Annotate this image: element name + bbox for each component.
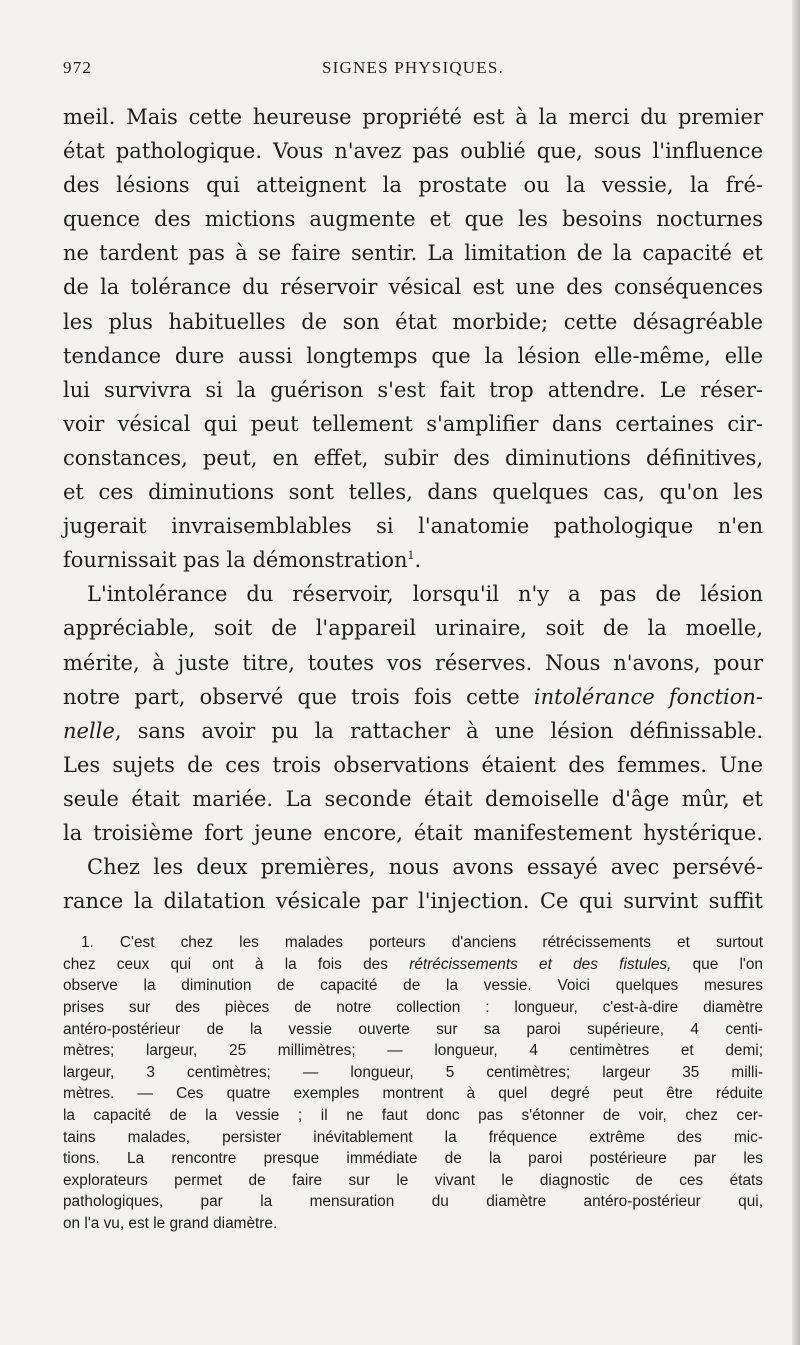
text-line — [63, 543, 763, 577]
footnote-line: tions. La rencontre presque immédiate de la paroi postérieure par les — [63, 1150, 763, 1168]
footnote-line: prises sur des pièces de notre collection : longueur, c'est-à-dire diamètre — [63, 999, 763, 1017]
text-fragment: notre part, observé que trois fois cette — [63, 684, 520, 709]
text-line: jugerait invraisemblables si l'anatomie pathologique n'en — [63, 514, 763, 539]
footnote-line: mètres; largeur, 25 millimètres; — longueur, 4 centimètres et demi; — [63, 1042, 763, 1060]
text-fragment: que l'on — [671, 955, 763, 973]
footnote-line: mètres. — Ces quatre exemples montrent à quel degré peut être réduite — [63, 1085, 763, 1103]
text-line: mérite, à juste titre, toutes vos réserves. Nous n'avons, pour — [63, 650, 763, 675]
text-line — [63, 680, 763, 714]
text-line: meil. Mais cette heureuse propriété est à la merci du premier — [63, 105, 763, 129]
text-line: la troisième fort jeune encore, était manifestement hystérique. — [63, 820, 763, 845]
page-edge-shadow — [792, 0, 800, 1345]
text-line: état pathologique. Vous n'avez pas oublié que, sous l'influence — [63, 139, 763, 164]
text-line — [63, 714, 763, 748]
text-line: ne tardent pas à se faire sentir. La limitation de la capacité et — [63, 241, 763, 266]
text-line: et ces diminutions sont telles, dans quelques cas, qu'on les — [63, 480, 763, 505]
footnote-line — [63, 954, 763, 976]
running-title: SIGNES PHYSIQUES. — [322, 58, 504, 77]
text-fragment: . — [414, 548, 422, 573]
italic-term: intolérance fonction- — [533, 684, 763, 709]
text-line: quence des mictions augmente et que les besoins nocturnes — [63, 207, 763, 232]
running-header — [63, 58, 763, 82]
footnote-block — [63, 932, 763, 1234]
book-page — [63, 58, 763, 1235]
text-line: des lésions qui atteignent la prostate ou la vessie, la fré- — [63, 173, 763, 198]
footnote-line: observe la diminution de capacité de la vessie. Voici quelques mesures — [63, 977, 763, 995]
main-text — [63, 100, 763, 918]
footnote-line: la capacité de la vessie ; il ne faut donc pas s'étonner de voir, chez cer- — [63, 1107, 763, 1124]
text-line: de la tolérance du réservoir vésical est une des conséquences — [63, 275, 763, 300]
text-fragment: fournissait pas la démonstration — [63, 548, 408, 573]
text-line: seule était mariée. La seconde était demoiselle d'âge mûr, et — [63, 786, 763, 811]
text-line: voir vésical qui peut tellement s'amplifier dans certaines cir- — [63, 411, 763, 436]
paragraph-start-line: Chez les deux premières, nous avons essayé avec persévé- — [87, 855, 763, 880]
text-line: rance la dilatation vésicale par l'injection. Ce qui survint suffit — [63, 889, 763, 914]
text-fragment: chez ceux qui ont à la fois des — [63, 955, 388, 973]
page-number: 972 — [63, 58, 93, 77]
footnote-line: on l'a vu, est le grand diamètre. — [63, 1214, 278, 1232]
text-line: lui survivra si la guérison s'est fait trop attendre. Le réser- — [63, 377, 763, 402]
text-line: Les sujets de ces trois observations étaient des femmes. Une — [63, 752, 763, 777]
italic-term: nelle — [63, 718, 115, 743]
text-line: tendance dure aussi longtemps que la lésion elle-même, elle — [63, 343, 763, 368]
footnote-reference: 1 — [407, 549, 415, 563]
text-line: constances, peut, en effet, subir des diminutions définitives, — [63, 445, 763, 470]
italic-term: rétrécissements et des fistules, — [409, 955, 672, 973]
footnote-line: tains malades, persister inévitablement la fréquence extrême des mic- — [63, 1128, 763, 1146]
footnote-line: largeur, 3 centimètres; — longueur, 5 centimètres; largeur 35 milli- — [63, 1063, 763, 1081]
footnote-line: 1. C'est chez les malades porteurs d'anciens rétrécissements et surtout — [81, 934, 763, 952]
text-line: les plus habituelles de son état morbide; cette désagréable — [63, 309, 763, 334]
footnote-line: antéro-postérieur de la vessie ouverte sur sa paroi supérieure, 4 centi- — [63, 1020, 763, 1038]
text-line: appréciable, soit de l'appareil urinaire, soit de la moelle, — [63, 616, 763, 641]
text-fragment: , sans avoir pu la rattacher à une lésion définissable. — [114, 718, 763, 743]
footnote-line: explorateurs permet de faire sur le vivant le diagnostic de ces états — [63, 1171, 763, 1189]
paragraph-start-line: L'intolérance du réservoir, lorsqu'il n'y a pas de lésion — [87, 582, 763, 607]
footnote-line: pathologiques, par la mensuration du diamètre antéro-postérieur qui, — [63, 1193, 763, 1211]
